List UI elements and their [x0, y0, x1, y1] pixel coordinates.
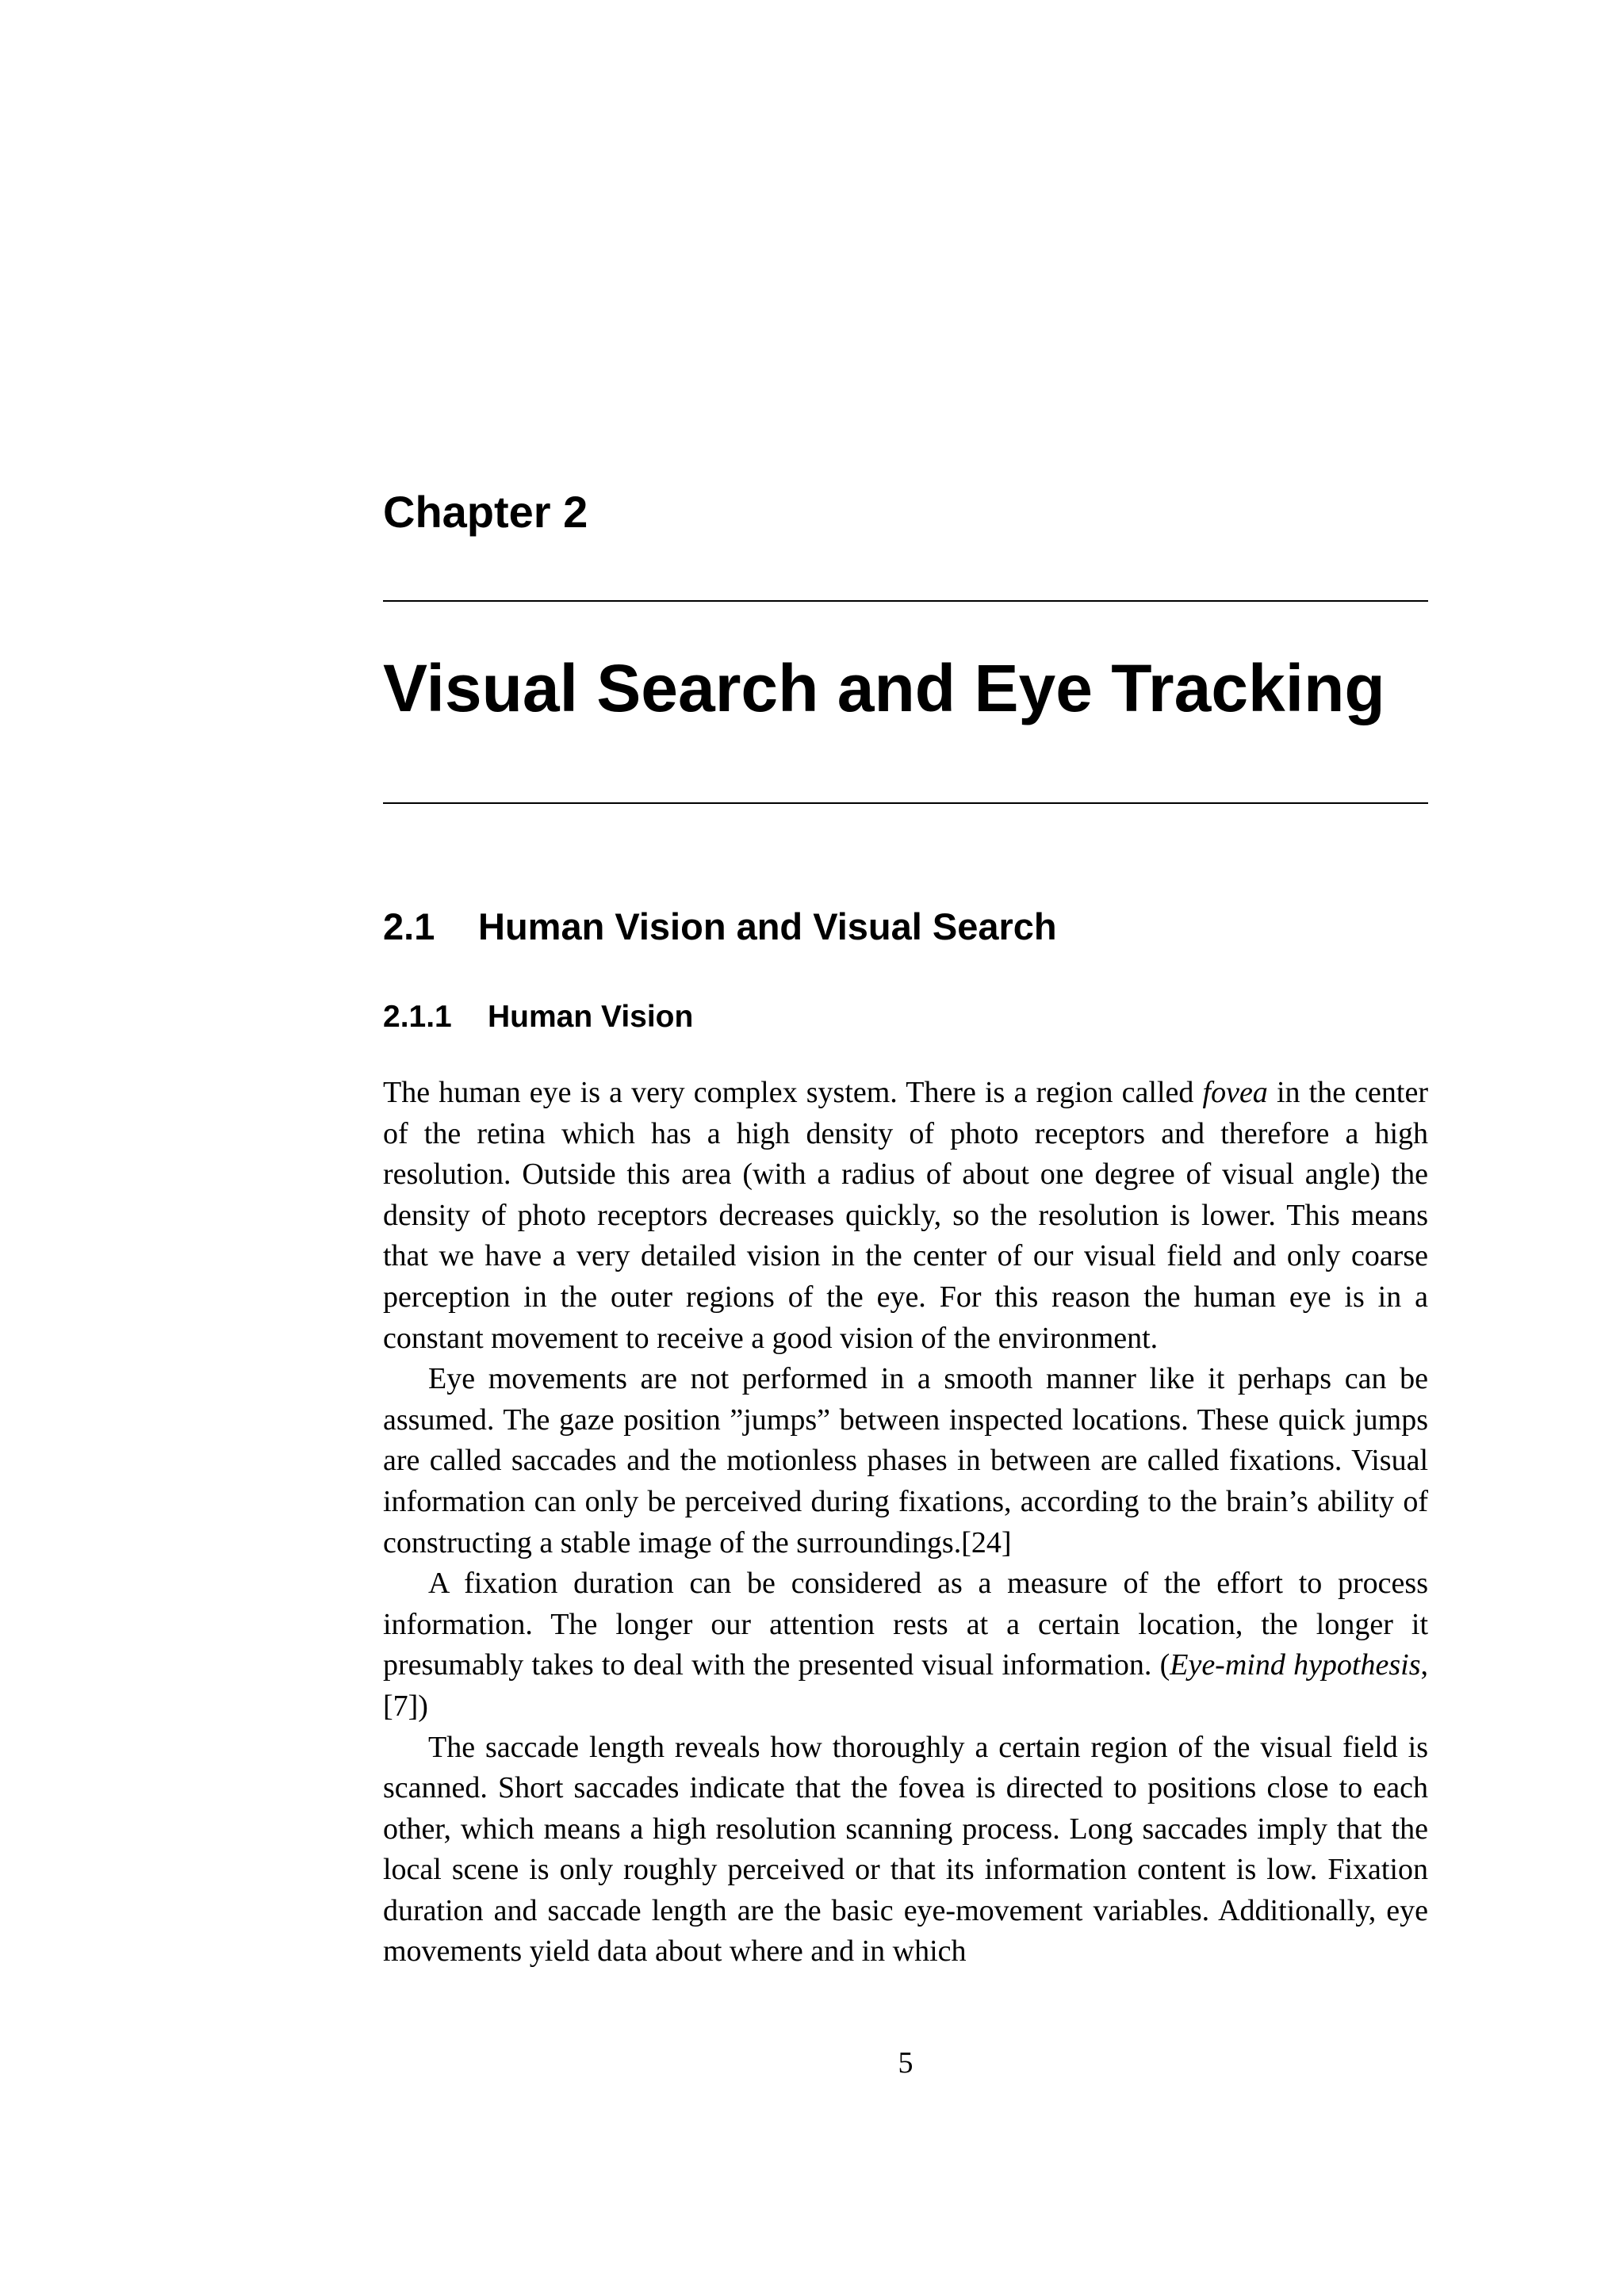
subsection-number: 2.1.1 — [383, 1000, 452, 1034]
body-text — [383, 1073, 1428, 1973]
paragraph-1-text-a: The human eye is a very complex system. There is a region called — [383, 1076, 1203, 1109]
subsection-title: Human Vision — [488, 1000, 694, 1034]
chapter-rule-top — [383, 600, 1428, 602]
paragraph-3 — [383, 1563, 1428, 1727]
subsection-heading — [383, 1001, 693, 1032]
section-title: Human Vision and Visual Search — [478, 905, 1057, 947]
paragraph-3-emphasis: Eye-mind hypothesis — [1170, 1648, 1421, 1682]
chapter-title: Visual Search and Eye Tracking — [383, 651, 1385, 725]
chapter-label: Chapter 2 — [383, 487, 588, 537]
section-heading — [383, 905, 1057, 947]
paragraph-4: The saccade length reveals how thoroughly a certain region of the visual field is scanned. Short saccades indicate that the fovea is directed to positions close to each other, which means a high resolution scanning process. Long saccades imply that the local scene is only roughly perceived or that its information content is low. Fixation duration and saccade length are the basic eye-movement variables. Additionally, eye movements yield data about where and in which — [383, 1730, 1428, 1969]
section-number: 2.1 — [383, 905, 435, 947]
paragraph-3-text-b: , [7]) — [383, 1648, 1428, 1723]
paragraph-1-emphasis: fovea — [1202, 1076, 1268, 1109]
document-page — [383, 0, 1428, 2296]
chapter-rule-bottom — [383, 802, 1428, 804]
paragraph-1-text-b: in the center of the retina which has a high density of photo receptors and therefore a high resolution. Outside this area (with a radius of about one degree of visual angle) the density of photo receptors decreases quickly, so the resolution is lower. This means that we have a very detailed vision in the center of our visual field and only coarse perception in the outer regions of the eye. For this reason the human eye is in a constant movement to receive a good vision of the environment. — [383, 1076, 1428, 1355]
paragraph-1 — [383, 1073, 1428, 1359]
paragraph-3-text-a: A fixation duration can be considered as a measure of the effort to process information. The longer our attention rests at a certain location, the longer it presumably takes to deal with the presented visual information. ( — [383, 1567, 1428, 1682]
paragraph-2: Eye movements are not performed in a smooth manner like it perhaps can be assumed. The gaze position ”jumps” between inspected locations. These quick jumps are called saccades and the motionless phases in between are called fixations. Visual information can only be perceived during fixations, according to the brain’s ability of constructing a stable image of the surroundings.[24] — [383, 1362, 1428, 1559]
page-number: 5 — [898, 2046, 914, 2080]
